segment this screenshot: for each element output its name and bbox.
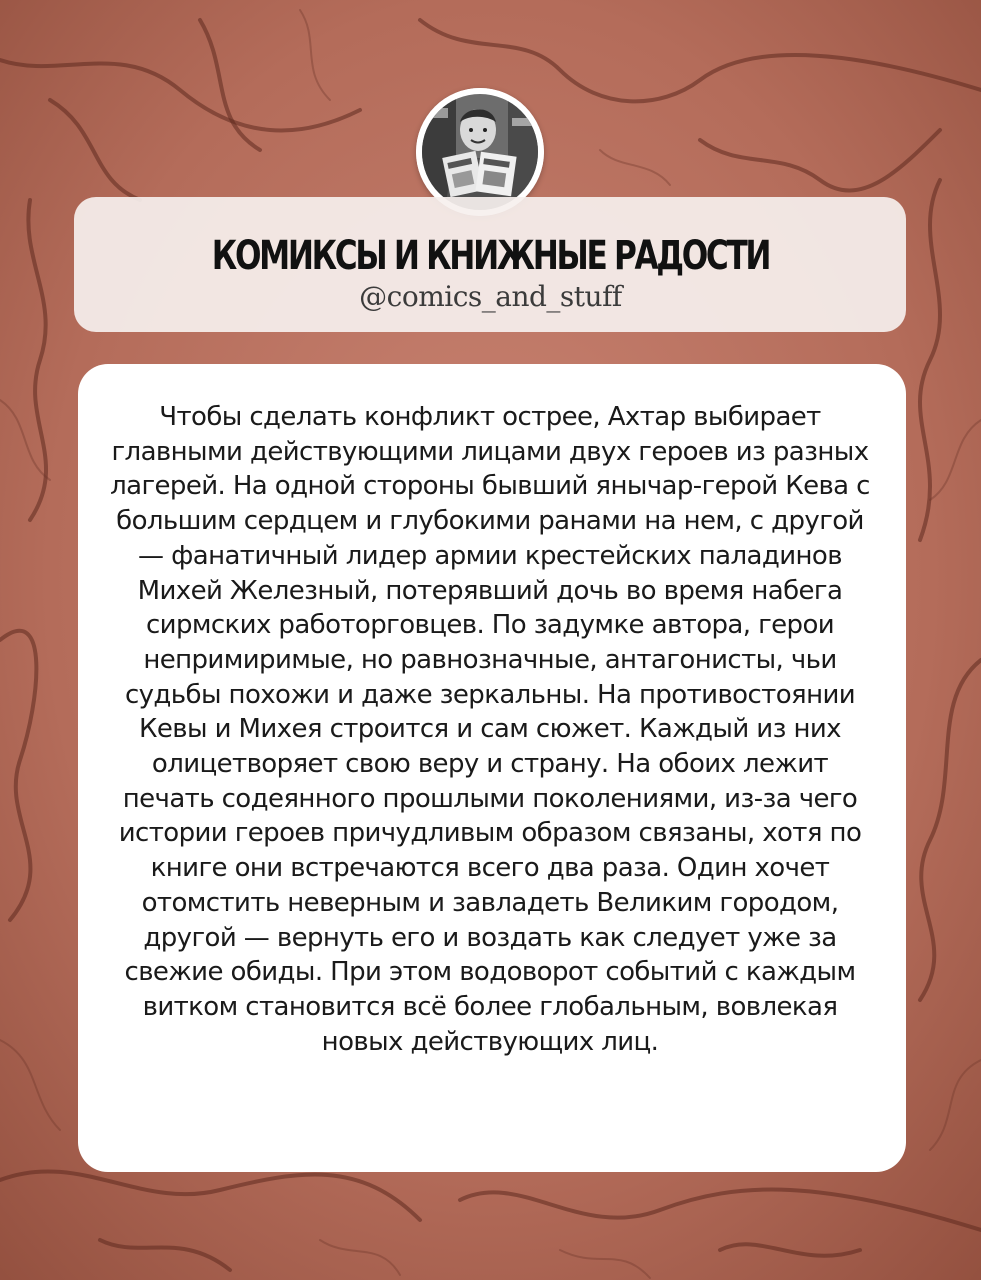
article-text: Чтобы сделать конфликт острее, Ахтар выбирает главными действующими лицами двух героев из разных лагерей. На одной стороны бывший янычар-герой Кева с большим сердцем и глубокими ранами на нем, с другой — фанатичный лидер армии крестейских паладинов Михей Железный, потерявший дочь во время набега сирмских работорговцев. По задумке автора, герои непримиримые, но равнозначные, антагонисты, чьи судьбы похожи и даже зеркальны. На противостоянии Кевы и Михея строится и сам сюжет. Каждый из них олицетворяет свою веру и страну. На обоих лежит печать содеянного прошлыми поколениями, из-за чего истории героев причудливым образом связаны, хотя по книге они встречаются всего два раза. Один хочет отомстить неверным и завладеть Великим городом, другой — вернуть его и воздать как следует уже за свежие обиды. При этом водоворот событий с каждым витком становится всё более глобальным, вовлекая новых действующих лиц.	[110, 402, 870, 1057]
brand-title: КОМИКСЫ И КНИЖНЫЕ РАДОСТИ	[211, 233, 770, 279]
brand-handle[interactable]: @comics_and_stuff	[359, 280, 622, 313]
